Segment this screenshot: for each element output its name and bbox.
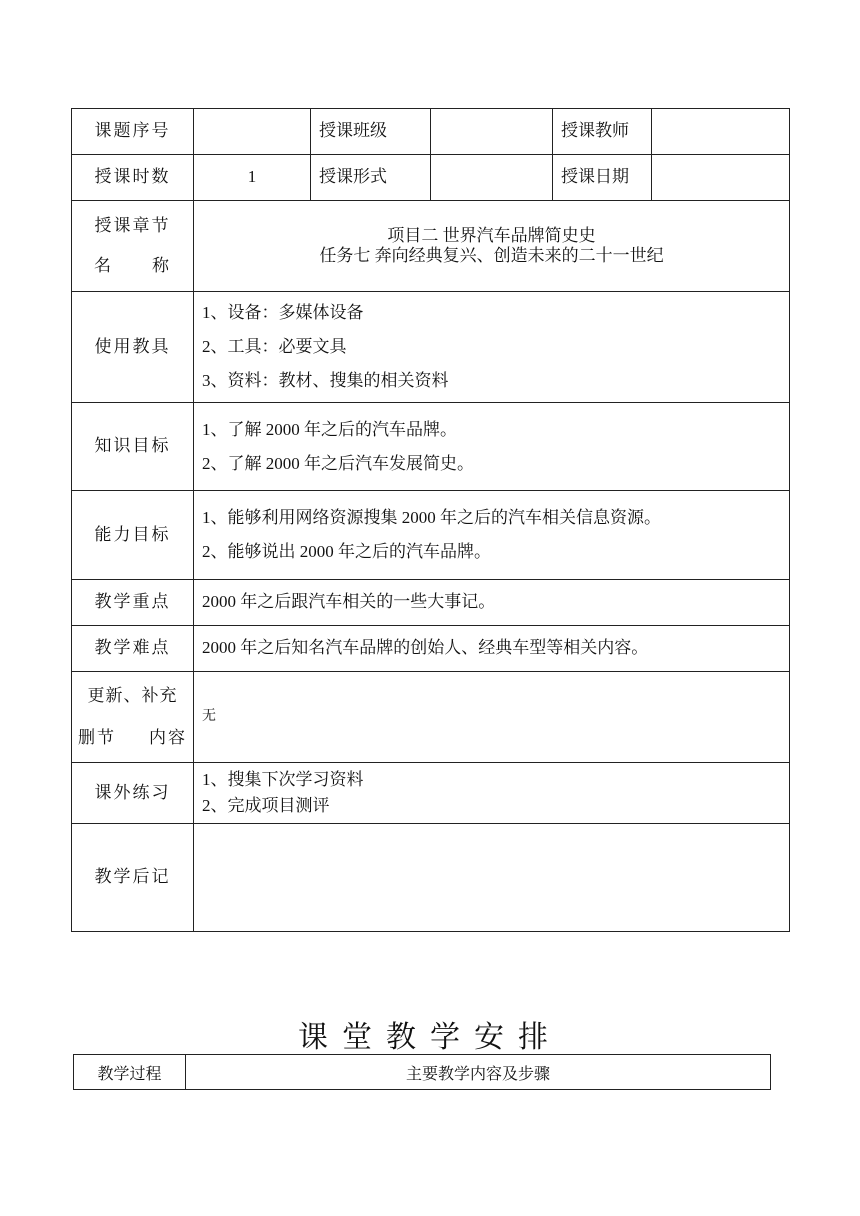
list-item: 1、能够利用网络资源搜集 2000 年之后的汽车相关信息资源。 bbox=[202, 508, 661, 527]
knowledge-list bbox=[194, 403, 790, 491]
arrangement-col2-header: 主要教学内容及步骤 bbox=[186, 1055, 771, 1090]
knowledge-label: 知识目标 bbox=[72, 403, 194, 491]
list-item: 2、工具：必要文具 bbox=[202, 337, 347, 356]
list-item: 3、资料：教材、搜集的相关资料 bbox=[202, 371, 449, 390]
updates-label-part-b: 内容 bbox=[149, 728, 187, 747]
tools-label: 使用教具 bbox=[72, 292, 194, 403]
teacher-value bbox=[652, 109, 790, 155]
lesson-number-value bbox=[194, 109, 311, 155]
arrangement-table bbox=[73, 1054, 771, 1090]
table-row bbox=[72, 672, 790, 763]
difficulties-label: 教学难点 bbox=[72, 626, 194, 672]
table-row bbox=[72, 580, 790, 626]
key-points-value: 2000 年之后跟汽车相关的一些大事记。 bbox=[194, 580, 790, 626]
teacher-label: 授课教师 bbox=[553, 109, 652, 155]
updates-value: 无 bbox=[194, 672, 790, 763]
table-row bbox=[74, 1055, 771, 1090]
ability-list bbox=[194, 491, 790, 580]
tools-list bbox=[194, 292, 790, 403]
chapter-label-part-a: 名 bbox=[94, 256, 113, 275]
hours-value: 1 bbox=[194, 155, 311, 201]
chapter-subtitle: 任务七 奔向经典复兴、创造未来的二十一世纪 bbox=[319, 246, 664, 265]
updates-label-line1: 更新、补充 bbox=[87, 686, 178, 705]
lesson-number-label: 课题序号 bbox=[72, 109, 194, 155]
homework-list bbox=[194, 763, 790, 824]
section-title: 课堂教学安排 bbox=[298, 1021, 562, 1054]
list-item: 1、设备：多媒体设备 bbox=[202, 303, 364, 322]
difficulties-value: 2000 年之后知名汽车品牌的创始人、经典车型等相关内容。 bbox=[194, 626, 790, 672]
table-row bbox=[72, 292, 790, 403]
arrangement-col1-header: 教学过程 bbox=[74, 1055, 186, 1090]
table-row bbox=[72, 109, 790, 155]
updates-label-part-a: 删节 bbox=[78, 728, 116, 747]
table-row bbox=[72, 626, 790, 672]
updates-label bbox=[72, 672, 194, 763]
hours-label: 授课时数 bbox=[72, 155, 194, 201]
chapter-label-line1: 授课章节 bbox=[94, 216, 171, 235]
chapter-title-cell bbox=[194, 201, 790, 292]
date-label: 授课日期 bbox=[553, 155, 652, 201]
format-value bbox=[431, 155, 553, 201]
chapter-label bbox=[72, 201, 194, 292]
table-row bbox=[72, 155, 790, 201]
list-item: 1、搜集下次学习资料 bbox=[202, 770, 364, 789]
chapter-title: 项目二 世界汽车品牌简史史 bbox=[387, 225, 596, 245]
table-row bbox=[72, 824, 790, 932]
updates-label-line2 bbox=[72, 717, 193, 759]
list-item: 2、了解 2000 年之后汽车发展简史。 bbox=[202, 453, 474, 473]
class-value bbox=[431, 109, 553, 155]
list-item: 2、完成项目测评 bbox=[202, 796, 330, 815]
chapter-label-line2 bbox=[72, 246, 193, 286]
table-row bbox=[72, 201, 790, 292]
list-item: 2、能够说出 2000 年之后的汽车品牌。 bbox=[202, 542, 491, 561]
reflection-value bbox=[194, 824, 790, 932]
lesson-info-table bbox=[71, 108, 790, 932]
table-row bbox=[72, 763, 790, 824]
chapter-label-part-b: 称 bbox=[152, 256, 171, 275]
reflection-label: 教学后记 bbox=[72, 824, 194, 932]
table-row bbox=[72, 491, 790, 580]
homework-label: 课外练习 bbox=[72, 763, 194, 824]
table-row bbox=[72, 403, 790, 491]
list-item: 1、了解 2000 年之后的汽车品牌。 bbox=[202, 419, 457, 439]
ability-label: 能力目标 bbox=[72, 491, 194, 580]
key-points-label: 教学重点 bbox=[72, 580, 194, 626]
date-value bbox=[652, 155, 790, 201]
format-label: 授课形式 bbox=[311, 155, 431, 201]
class-label: 授课班级 bbox=[311, 109, 431, 155]
